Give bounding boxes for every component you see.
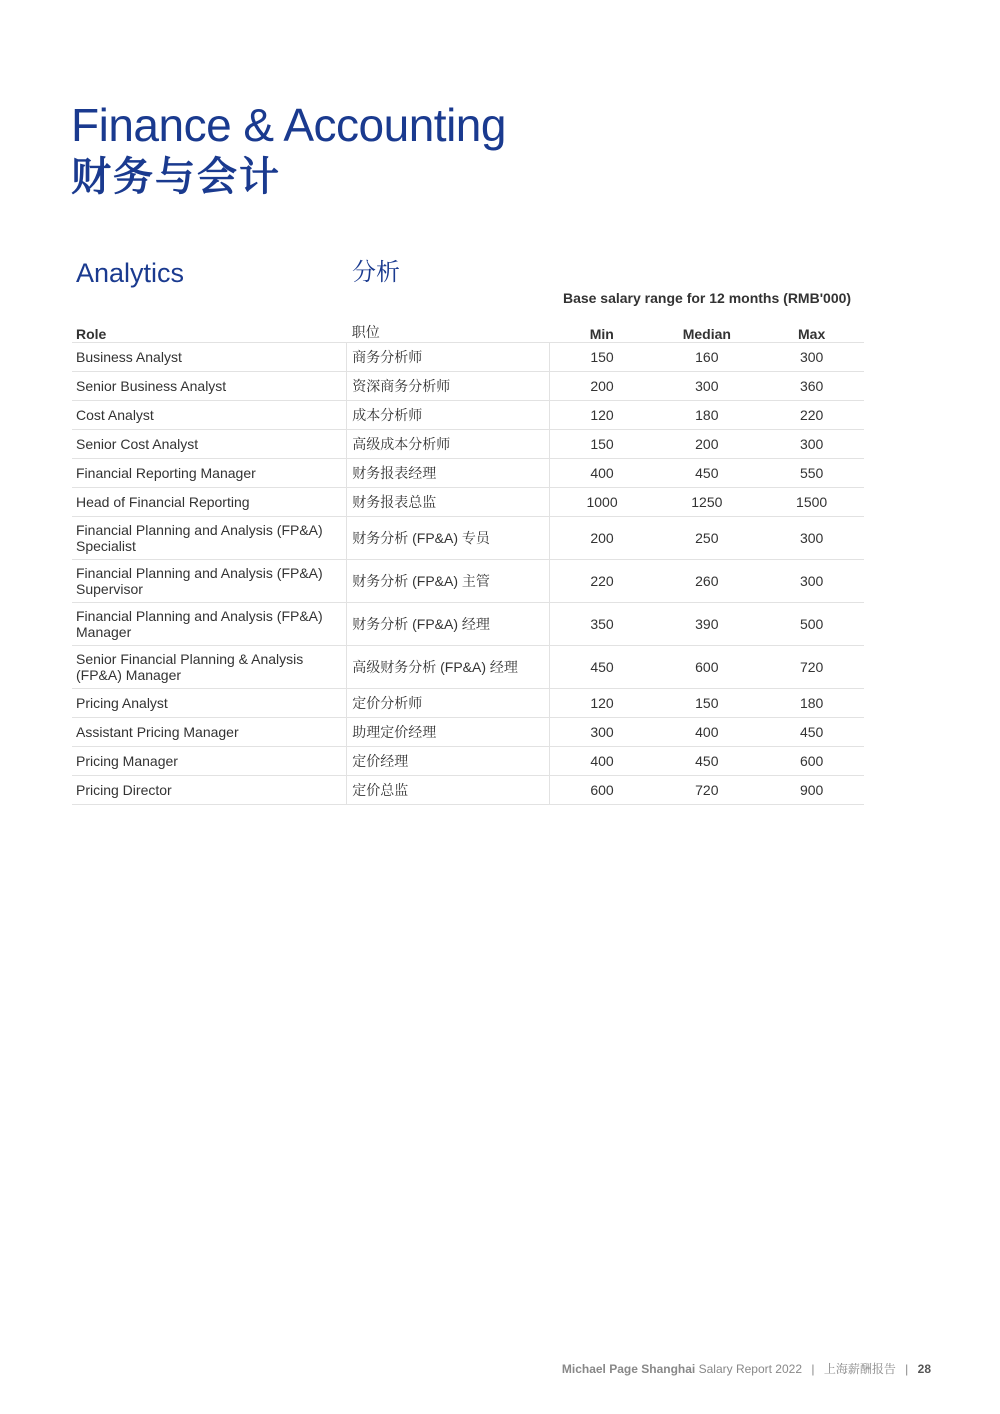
position-cell: 资深商务分析师 bbox=[347, 372, 549, 401]
max-cell: 450 bbox=[759, 718, 864, 747]
min-cell: 200 bbox=[549, 372, 654, 401]
max-cell: 720 bbox=[759, 646, 864, 689]
median-cell: 260 bbox=[654, 560, 759, 603]
table-row bbox=[72, 646, 864, 689]
section-title-chinese: 分析 bbox=[352, 259, 400, 286]
role-cell: Financial Planning and Analysis (FP&A) Supervisor bbox=[72, 560, 347, 603]
page-footer bbox=[562, 1360, 931, 1377]
role-cell: Assistant Pricing Manager bbox=[72, 718, 347, 747]
header-role: Role bbox=[72, 318, 347, 343]
position-cell: 助理定价经理 bbox=[347, 718, 549, 747]
page-title: Finance & Accounting bbox=[71, 99, 506, 151]
table-row bbox=[72, 430, 864, 459]
footer-separator: | bbox=[905, 1362, 909, 1376]
footer-report-title-chinese: 上海薪酬报告 bbox=[823, 1362, 896, 1376]
min-cell: 150 bbox=[549, 343, 654, 372]
position-cell: 成本分析师 bbox=[347, 401, 549, 430]
table-row bbox=[72, 560, 864, 603]
median-cell: 450 bbox=[654, 459, 759, 488]
role-cell: Cost Analyst bbox=[72, 401, 347, 430]
role-cell: Senior Financial Planning & Analysis (FP&A) Manager bbox=[72, 646, 347, 689]
min-cell: 300 bbox=[549, 718, 654, 747]
table-row bbox=[72, 747, 864, 776]
salary-table bbox=[72, 318, 864, 805]
role-cell: Senior Business Analyst bbox=[72, 372, 347, 401]
header-max: Max bbox=[759, 318, 864, 343]
position-cell: 高级成本分析师 bbox=[347, 430, 549, 459]
role-cell: Pricing Director bbox=[72, 776, 347, 805]
position-cell: 定价分析师 bbox=[347, 689, 549, 718]
median-cell: 180 bbox=[654, 401, 759, 430]
min-cell: 220 bbox=[549, 560, 654, 603]
footer-report-title: Salary Report 2022 bbox=[698, 1362, 802, 1376]
min-cell: 120 bbox=[549, 401, 654, 430]
role-cell: Financial Reporting Manager bbox=[72, 459, 347, 488]
salary-table-body bbox=[72, 343, 864, 805]
footer-brand: Michael Page Shanghai bbox=[561, 1362, 696, 1376]
section-title: Analytics bbox=[76, 258, 185, 288]
header-position: 职位 bbox=[347, 318, 549, 343]
header-row bbox=[72, 318, 864, 343]
position-cell: 商务分析师 bbox=[347, 343, 549, 372]
page-title-chinese: 财务与会计 bbox=[71, 155, 281, 199]
median-cell: 300 bbox=[654, 372, 759, 401]
min-cell: 350 bbox=[549, 603, 654, 646]
max-cell: 300 bbox=[759, 430, 864, 459]
table-row bbox=[72, 401, 864, 430]
min-cell: 400 bbox=[549, 459, 654, 488]
min-cell: 1000 bbox=[549, 488, 654, 517]
position-cell: 定价总监 bbox=[347, 776, 549, 805]
position-cell: 财务报表总监 bbox=[347, 488, 549, 517]
position-cell: 定价经理 bbox=[347, 747, 549, 776]
position-cell: 财务报表经理 bbox=[347, 459, 549, 488]
max-cell: 360 bbox=[759, 372, 864, 401]
min-cell: 150 bbox=[549, 430, 654, 459]
max-cell: 220 bbox=[759, 401, 864, 430]
median-cell: 720 bbox=[654, 776, 759, 805]
median-cell: 200 bbox=[654, 430, 759, 459]
table-row bbox=[72, 488, 864, 517]
header-median: Median bbox=[654, 318, 759, 343]
max-cell: 300 bbox=[759, 517, 864, 560]
role-cell: Pricing Manager bbox=[72, 747, 347, 776]
max-cell: 500 bbox=[759, 603, 864, 646]
median-cell: 600 bbox=[654, 646, 759, 689]
header-min: Min bbox=[549, 318, 654, 343]
role-cell: Head of Financial Reporting bbox=[72, 488, 347, 517]
table-row bbox=[72, 372, 864, 401]
median-cell: 250 bbox=[654, 517, 759, 560]
table-row bbox=[72, 718, 864, 747]
position-cell: 高级财务分析 (FP&A) 经理 bbox=[347, 646, 549, 689]
max-cell: 600 bbox=[759, 747, 864, 776]
role-cell: Senior Cost Analyst bbox=[72, 430, 347, 459]
table-row bbox=[72, 603, 864, 646]
median-cell: 400 bbox=[654, 718, 759, 747]
median-cell: 150 bbox=[654, 689, 759, 718]
role-cell: Financial Planning and Analysis (FP&A) Specialist bbox=[72, 517, 347, 560]
max-cell: 300 bbox=[759, 560, 864, 603]
table-row bbox=[72, 517, 864, 560]
min-cell: 200 bbox=[549, 517, 654, 560]
table-row bbox=[72, 459, 864, 488]
salary-table-header bbox=[72, 318, 864, 343]
position-cell: 财务分析 (FP&A) 专员 bbox=[347, 517, 549, 560]
role-cell: Financial Planning and Analysis (FP&A) Manager bbox=[72, 603, 347, 646]
position-cell: 财务分析 (FP&A) 主管 bbox=[347, 560, 549, 603]
median-cell: 160 bbox=[654, 343, 759, 372]
salary-range-caption: Base salary range for 12 months (RMB'000) bbox=[562, 290, 852, 306]
median-cell: 390 bbox=[654, 603, 759, 646]
role-cell: Business Analyst bbox=[72, 343, 347, 372]
max-cell: 1500 bbox=[759, 488, 864, 517]
table-row bbox=[72, 689, 864, 718]
footer-separator: | bbox=[811, 1362, 815, 1376]
max-cell: 300 bbox=[759, 343, 864, 372]
min-cell: 600 bbox=[549, 776, 654, 805]
table-row bbox=[72, 343, 864, 372]
max-cell: 180 bbox=[759, 689, 864, 718]
page-number: 28 bbox=[917, 1362, 931, 1376]
max-cell: 550 bbox=[759, 459, 864, 488]
max-cell: 900 bbox=[759, 776, 864, 805]
table-row bbox=[72, 776, 864, 805]
min-cell: 120 bbox=[549, 689, 654, 718]
median-cell: 1250 bbox=[654, 488, 759, 517]
role-cell: Pricing Analyst bbox=[72, 689, 347, 718]
min-cell: 400 bbox=[549, 747, 654, 776]
median-cell: 450 bbox=[654, 747, 759, 776]
position-cell: 财务分析 (FP&A) 经理 bbox=[347, 603, 549, 646]
min-cell: 450 bbox=[549, 646, 654, 689]
